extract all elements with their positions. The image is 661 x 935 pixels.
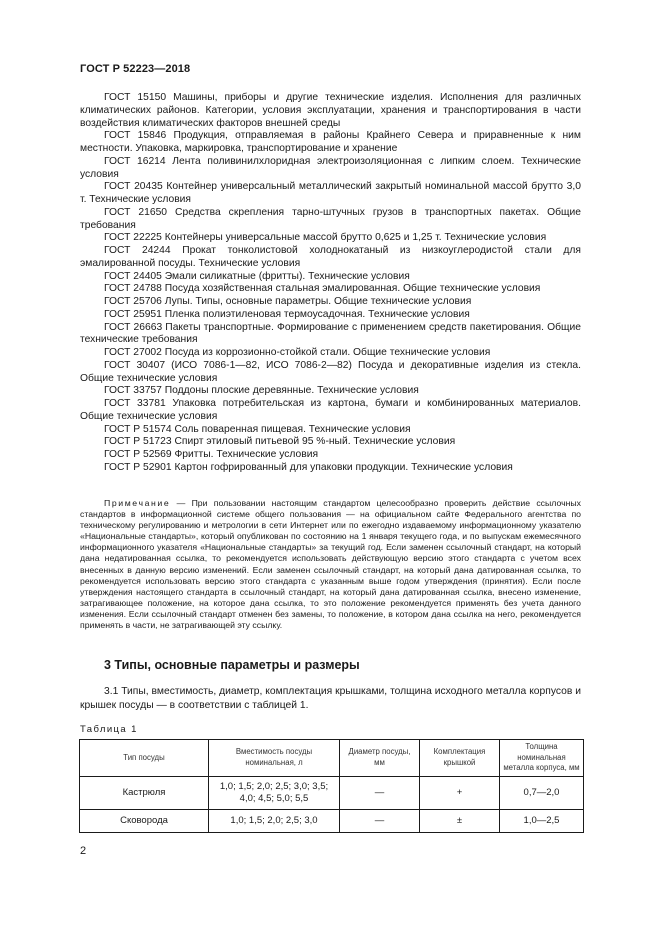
reference-item: ГОСТ 15150 Машины, приборы и другие технические изделия. Исполнения для различных климатических районов. Категории, условия эксплуатации, хранения и транспортирования в части воздействия климатических факторов внешней среды: [80, 92, 581, 129]
reference-item: ГОСТ 24788 Посуда хозяйственная стальная эмалированная. Общие технические условия: [104, 283, 541, 295]
table-header-cell: Комплектация крышкой: [420, 740, 500, 777]
reference-item: ГОСТ 20435 Контейнер универсальный металлический закрытый номинальной массой брутто 3,0 т. Технические условия: [80, 181, 581, 205]
page-number: 2: [80, 845, 87, 857]
reference-item: ГОСТ 26663 Пакеты транспортные. Формирование с применением средств пакетирования. Общие технические требования: [80, 321, 581, 346]
table-cell: 1,0—2,5: [500, 809, 584, 832]
section-paragraph: 3.1 Типы, вместимость, диаметр, комплектация крышками, толщина исходного металла корпусов и крышек посуды — в соответствии с таблицей 1.: [80, 686, 581, 711]
reference-item: ГОСТ Р 51723 Спирт этиловый питьевой 95 %-ный. Технические условия: [104, 436, 456, 448]
reference-item: ГОСТ 25706 Лупы. Типы, основные параметры. Общие технические условия: [104, 296, 472, 307]
reference-item: ГОСТ 15846 Продукция, отправляемая в районы Крайнего Севера и приравненные к ним местности. Упаковка, маркировка, транспортирование и хранение: [80, 130, 581, 154]
note-label: Примечание: [104, 498, 171, 508]
table-cell: Кастрюля: [80, 776, 209, 809]
table-header-cell: Толщина номинальная металла корпуса, мм: [500, 740, 584, 777]
table-header-cell: Диаметр посуды, мм: [340, 740, 420, 777]
normative-references-list: [80, 92, 581, 475]
reference-item: ГОСТ 33757 Поддоны плоские деревянные. Технические условия: [104, 385, 419, 397]
table-cell: 1,0; 1,5; 2,0; 2,5; 3,0: [209, 809, 340, 832]
table-cell: —: [340, 776, 420, 809]
table-row: [80, 809, 584, 832]
reference-item: ГОСТ 21650 Средства скрепления тарно-штучных грузов в транспортных пакетах. Общие требования: [80, 206, 581, 231]
table-cell: 1,0; 1,5; 2,0; 2,5; 3,0; 3,5; 4,0; 4,5; 5,0; 5,5: [209, 776, 340, 809]
reference-item: ГОСТ 30407 (ИСО 7086-1—82, ИСО 7086-2—82) Посуда и декоративные изделия из стекла. Общие технические условия: [80, 359, 581, 384]
reference-item: ГОСТ Р 52569 Фритты. Технические условия: [104, 449, 319, 460]
note-paragraph: [80, 498, 581, 631]
table-caption: Таблица 1: [80, 724, 138, 735]
note-text: — При пользовании настоящим стандартом целесообразно проверить действие ссылочных стандартов в информационной системе общего пользования — на официальном сайте Федерального агентства по техническому регулированию и метрологии в сети Интернет или по ежегодно издаваемому информационному указателю «Национальные стандарты», который опубликован по состоянию на 1 января текущего года, и по выпускам ежемесячного информационного указателя «Национальные стандарты» за текущий год. Если заменен ссылочный стандарт, на который дана недатированная ссылка, то рекомендуется использовать действующую версию этого стандарта с учетом всех внесенных в данную версию изменений. Если заменен ссылочный стандарт, на который дана датированная ссылка, то рекомендуется использовать версию этого стандарта с указанным выше годом утверждения (принятия). Если после утверждения настоящего стандарта в ссылочный стандарт, на который дана датированная ссылка, внесено изменение, затрагивающее положение, на которое дана ссылка, то это положение рекомендуется применять без учета данного изменения. Если ссылочный стандарт отменен без замены, то положение, в котором дана ссылка на него, рекомендуется применять в части, не затрагивающей эту ссылку.: [80, 498, 581, 631]
section-title: 3 Типы, основные параметры и размеры: [104, 658, 360, 672]
table-cell: ±: [420, 809, 500, 832]
reference-item: ГОСТ 24244 Прокат тонколистовой холоднокатаный из низкоуглеродистой стали для эмалированной посуды. Технические условия: [80, 245, 581, 269]
reference-item: ГОСТ 16214 Лента поливинилхлоридная электроизоляционная с липким слоем. Технические условия: [80, 155, 581, 180]
reference-item: ГОСТ 22225 Контейнеры универсальные массой брутто 0,625 и 1,25 т. Технические условия: [104, 232, 547, 244]
table-header-cell: Вместимость посуды номинальная, л: [209, 740, 340, 777]
table-cell: —: [340, 809, 420, 832]
table-row: [80, 776, 584, 809]
reference-item: ГОСТ 33781 Упаковка потребительская из картона, бумаги и комбинированных материалов. Общие технические условия: [80, 398, 581, 422]
reference-item: ГОСТ 24405 Эмали силикатные (фритты). Технические условия: [104, 270, 410, 282]
table-header-row: [80, 740, 584, 777]
table-cell: Сковорода: [80, 809, 209, 832]
reference-item: ГОСТ 27002 Посуда из коррозионно-стойкой стали. Общие технические условия: [104, 347, 491, 358]
reference-item: ГОСТ Р 51574 Соль поваренная пищевая. Технические условия: [104, 423, 411, 435]
reference-item: ГОСТ Р 52901 Картон гофрированный для упаковки продукции. Технические условия: [104, 461, 513, 473]
running-header: ГОСТ Р 52223—2018: [80, 63, 191, 75]
table-cell: 0,7—2,0: [500, 776, 584, 809]
table-header-cell: Тип посуды: [80, 740, 209, 777]
table-cell: +: [420, 776, 500, 809]
dimensions-table: [79, 739, 584, 833]
reference-item: ГОСТ 25951 Пленка полиэтиленовая термоусадочная. Технические условия: [104, 308, 470, 320]
